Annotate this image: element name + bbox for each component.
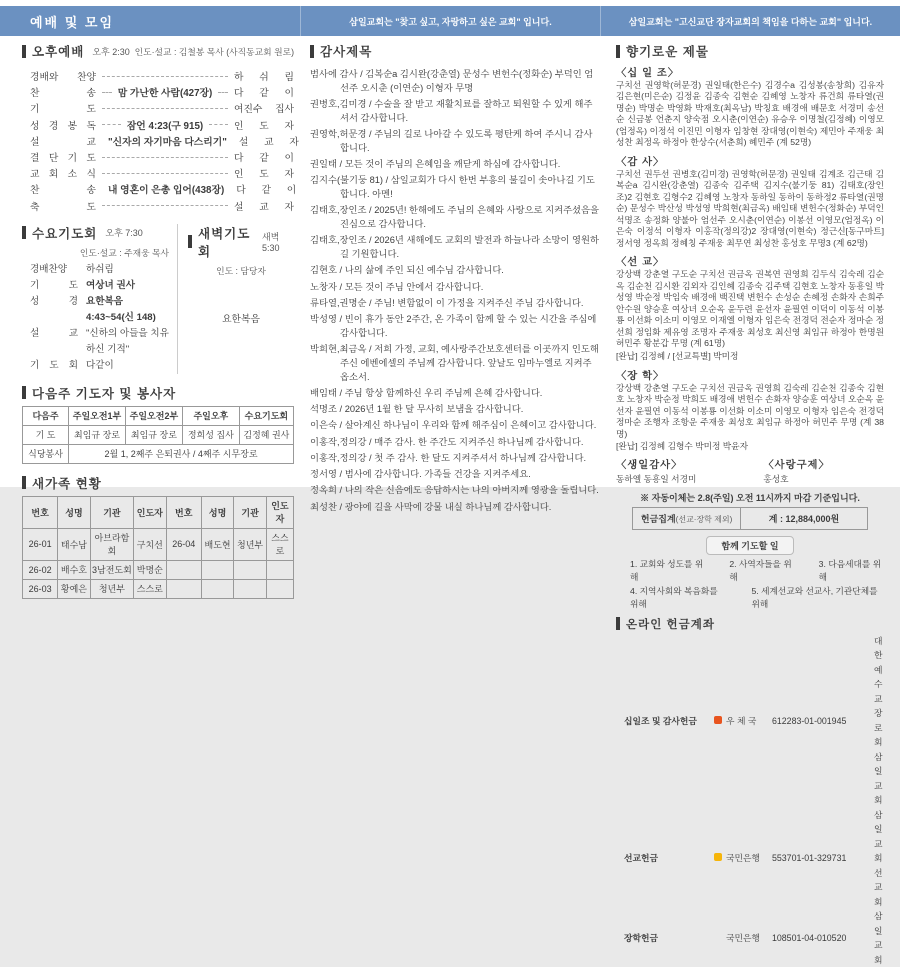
section-bar-icon <box>310 45 314 58</box>
next-week-title: 다음주 기도자 및 봉사자 <box>32 386 177 401</box>
content-columns <box>22 42 884 965</box>
prayer-badge-wrap <box>616 536 884 555</box>
order-item-label: 성 경 봉 독 <box>30 120 96 132</box>
dotted-leader <box>218 92 228 93</box>
worship-order-row <box>30 100 294 116</box>
table-cell: 최임규 장로 <box>125 425 182 444</box>
column-header: 기관 <box>234 496 267 528</box>
order-item-person: 인 도 자 <box>234 169 294 181</box>
table-cell <box>201 579 234 598</box>
order-item-label: 경배와 찬양 <box>30 72 96 84</box>
prayer-topic: 3. 다음세대를 위해 <box>818 558 882 583</box>
account-number: 108501-04-010520 <box>772 933 847 944</box>
new-family-rows <box>23 528 294 598</box>
love-names: 홍성호 <box>763 474 789 485</box>
dawn-meeting <box>177 224 294 374</box>
wednesday-header <box>22 224 169 242</box>
table-cell <box>266 560 293 579</box>
new-family-header <box>22 474 294 492</box>
section-bar-icon <box>22 386 26 399</box>
bank-logo-icon <box>714 714 726 729</box>
online-accounts-title: 온라인 헌금계좌 <box>626 618 715 631</box>
bank-logo-icon <box>714 851 726 866</box>
section-bar-icon <box>188 235 192 248</box>
offering-section <box>616 153 884 249</box>
order-item-label: 기 도 회 <box>30 359 78 371</box>
thanksgiving-item: 박희현,최금옥 / 저희 가정, 교회, 예사랑주간보호센터를 이곳까지 인도해 주신 에벤에셀의 주님께 감사합니다. 앞날도 임마누엘로 지켜주옵소서. <box>310 344 599 382</box>
table-row <box>23 425 294 444</box>
slogan-right: 삼일교회는 "고신교단 장자교회의 책임을 다하는 교회" 입니다. <box>628 16 873 27</box>
table-cell: 아브라함회 <box>90 528 133 560</box>
page-title: 예배 및 모임 <box>30 14 115 30</box>
thanksgiving-item: 범사에 감사 / 김복순a 김시완(강춘열) 문성수 변헌수(정화순) 부덕인 엄선주 오시춘 (이연순) 이형자 무명 <box>310 69 594 93</box>
order-item-label: 설 교 <box>30 327 78 339</box>
order-item-label: 교 회 소 식 <box>30 169 96 181</box>
row-label: 식당봉사 <box>23 444 69 463</box>
table-header-row <box>23 406 294 425</box>
order-item-value: 요한복음 4:43~54(신 148) <box>86 295 156 323</box>
dawn-title: 새벽기도회 <box>198 226 251 259</box>
order-item-person: 설 교 자 <box>238 136 299 148</box>
thanksgiving-item: 권일태 / 모든 것이 주님의 은혜임을 깨닫게 하심에 감사합니다. <box>310 159 561 169</box>
account-holder: 삼일교회 선교회 <box>874 809 883 907</box>
thanksgiving-item: 이홍작,정의강 / 매주 감사. 한 주간도 지켜주신 하나님께 감사합니다. <box>310 436 584 447</box>
order-item-label: 찬 송 <box>30 88 96 100</box>
column-header: 인도자 <box>134 496 167 528</box>
section-bar-icon <box>22 45 26 58</box>
offering-category-heading: 〈선 교〉 <box>616 257 665 269</box>
worship-order-row <box>30 84 294 100</box>
wednesday-order-list <box>22 262 169 374</box>
summary-total-cell <box>741 507 868 529</box>
table-cell: 26-01 <box>23 528 58 560</box>
table-cell: 청년부 <box>90 579 133 598</box>
table-cell: 황예은 <box>58 579 91 598</box>
online-accounts-section <box>616 616 884 967</box>
next-week-servers <box>22 384 294 464</box>
table-row <box>633 507 868 529</box>
birthday-love-row <box>616 455 884 486</box>
table-row <box>23 444 294 463</box>
midweek-meetings <box>22 224 294 374</box>
column-header: 다음주 <box>23 406 69 425</box>
table-cell: 청년부 <box>234 528 267 560</box>
offering-category-heading: 〈십 일 조〉 <box>616 68 680 79</box>
thanksgiving-item: 김태호,장인조 / 2026년 새해에도 교회의 발전과 하늘나라 소망이 영원하길 기원합니다. <box>310 235 599 259</box>
section-bar-icon <box>22 226 26 239</box>
account-type-label: 십일조 및 감사헌금 <box>624 715 697 726</box>
birthday-section <box>616 455 763 486</box>
afternoon-service-leader: 인도·설교 : 김철봉 목사 (사직동교회 원로) <box>134 46 294 57</box>
thanksgiving-item: 권영학,허문경 / 주님의 길로 나아갈 수 있도록 평탄케 하여 주시니 감사합니다. <box>310 129 593 153</box>
header-title-segment <box>0 6 300 36</box>
table-cell: 26-03 <box>23 579 58 598</box>
birthday-heading: 〈생일감사〉 <box>616 460 683 472</box>
thanksgiving-item: 권병호,김미경 / 수술을 잘 받고 재활치료를 잘하고 퇴원할 수 있게 해주셔서 감사합니다. <box>310 99 593 123</box>
summary-total: 계 : 12,884,000원 <box>768 513 840 524</box>
summary-label: 헌금집계 <box>640 513 676 524</box>
offering-names: 구치선 권영학(허문경) 권일태(한은수) 김경수a 김성봉(송창희) 김유자 김은현(미은순) 김정윤 김종숙 김현순 김혜영 노창자 류건희 류타열(권명순) 박명순 박영화 박재호(최옥남) 박칭효 배경애 배문호 서경미 송선순 신금봉 언춘지 양숙점 오시춘(이연순) 유승우 이명철(김정혜) 이영모(엄정옥) 이정석 이진민 이형자 임창현 장대영(이현숙) 제민아 주재웅 최성찬 최정옥 하정아 한상수(서춘희) 혜민주 (계 52명) <box>616 80 884 148</box>
order-item-label: 기 도 <box>30 104 96 116</box>
dotted-leader <box>102 124 121 125</box>
dotted-leader <box>102 205 228 206</box>
account-number: 553701-01-329731 <box>772 853 847 864</box>
offering-names: 강상백 강춘열 구도순 구치선 권금옥 권영희 김숙레 김순천 김종숙 김현호 노창자 박순정 박희도 배경애 변헌수 손화자 양승훈 여상녀 오순옥 윤선자 윤필연 이동석 이봉룡 이선화 이소미 이영모 이형자 임은숙 전경덕 정마순 조행자 조항운 주재웅 최성호 최임규 하정아 허민주 무명 (계 38명) <box>616 382 884 439</box>
offering-sections <box>616 64 884 453</box>
offering-category-heading: 〈감 사〉 <box>616 156 665 168</box>
table-cell: 배도현 <box>201 528 234 560</box>
section-bar-icon <box>22 476 26 489</box>
table-cell: 박명순 <box>134 560 167 579</box>
bank-name: 국민은행 <box>726 853 760 864</box>
table-row <box>23 579 294 598</box>
wednesday-order-row <box>30 278 169 294</box>
auto-transfer-notice: ※ 자동이체는 2.8(주일) 오전 11시까지 마감 기준입니다. <box>640 492 860 503</box>
thanksgiving-item: 노창자 / 모든 것이 주님 안에서 감사합니다. <box>310 281 484 292</box>
thanksgiving-item: 이은숙 / 살아계신 하나님이 우리와 함께 해주심이 은혜이고 감사합니다. <box>310 420 597 431</box>
wednesday-leader: 인도·설교 : 주재웅 목사 <box>79 247 170 258</box>
account-holder: 삼일교회 <box>874 911 883 965</box>
dotted-leader <box>102 173 228 174</box>
column-header: 성명 <box>201 496 234 528</box>
prayer-topics-line1 <box>616 558 884 585</box>
table-row <box>23 560 294 579</box>
table-cell: 정희성 집사 <box>182 425 239 444</box>
dotted-leader <box>102 157 228 158</box>
dawn-leader: 인도 : 담당자 <box>216 265 266 276</box>
table-cell <box>201 560 234 579</box>
thanksgiving-item: 석명조 / 2026년 1월 한 달 무사히 보냄을 감사합니다. <box>310 404 524 414</box>
worship-order-row <box>30 165 294 181</box>
order-item-label: 축 도 <box>30 201 96 213</box>
dawn-header <box>188 224 294 260</box>
order-item-person: 설 교 자 <box>234 201 294 213</box>
worship-order-row <box>30 68 294 84</box>
table-cell: 최임규 장로 <box>69 425 126 444</box>
thanksgiving-item: 이홍작,정의강 / 첫 주 감사. 한 달도 지켜주셔서 하나님께 감사합니다. <box>310 452 587 463</box>
account-holder: 대한예수교장로회 삼일교회 <box>874 635 883 806</box>
order-item-value: 다같이 <box>86 359 114 371</box>
offering-section <box>616 367 884 453</box>
offering-summary-table <box>632 507 868 530</box>
thanksgiving-item: 배임태 / 주님 항상 함께하신 우리 주님께 은혜 감사합니다. <box>310 387 543 398</box>
table-cell: 태수남 <box>58 528 91 560</box>
account-row <box>616 808 884 910</box>
section-bar-icon <box>616 45 620 58</box>
dotted-leader <box>102 76 228 77</box>
row-label: 기 도 <box>23 425 69 444</box>
table-cell: 스스로 <box>134 579 167 598</box>
summary-label-cell <box>633 507 741 529</box>
worship-order-row <box>30 149 294 165</box>
header-bar <box>0 6 900 36</box>
column-header: 기관 <box>90 496 133 528</box>
prayer-topics-line2 <box>616 585 884 612</box>
thanksgiving-column <box>310 42 600 512</box>
order-item-detail: "신자의 자기마음 다스리기" <box>108 136 227 148</box>
next-week-table <box>22 406 294 464</box>
dotted-leader <box>209 124 228 125</box>
header-slogan-right-segment <box>600 6 900 36</box>
worship-order-row <box>30 198 294 214</box>
wednesday-time: 오후 7:30 <box>105 228 143 239</box>
prayer-topic: 5. 세계선교와 선교사, 기관단체를 위해 <box>751 585 878 610</box>
account-type-label: 선교헌금 <box>624 853 658 864</box>
column-header: 인도자 <box>266 496 293 528</box>
column-header: 번호 <box>166 496 201 528</box>
column-header: 번호 <box>23 496 58 528</box>
prayer-topic: 4. 지역사회와 복음화를 위해 <box>630 585 718 610</box>
account-type-label: 장학헌금 <box>624 933 658 944</box>
order-item-detail: 내 영혼이 은총 입어(438장) <box>108 185 225 197</box>
prayer-topic: 1. 교회와 성도를 위해 <box>630 558 704 583</box>
dawn-time: 새벽 5:30 <box>261 232 280 254</box>
new-family-title: 새가족 현황 <box>32 476 102 491</box>
account-rows <box>616 634 884 967</box>
prayer-topic: 2. 사역자들을 위해 <box>729 558 792 583</box>
offering-extra-note: [완납] 김정혜 김형수 박미정 박윤자 <box>616 441 748 452</box>
dotted-leader <box>102 92 112 93</box>
table-cell: 26-02 <box>23 560 58 579</box>
online-accounts-header <box>616 616 884 632</box>
wednesday-title: 수요기도회 <box>32 226 98 241</box>
offering-names: 구치선 권두선 권병호(김미경) 권영학(허문경) 권일태 김계조 김근태 김복순a 김시완(강춘열) 김종숙 김주택 김지수(불기둥 81) 김태호(장인조)2 김현호 김형수2 김혜영 노창자 동하일 동하이 동하정2 류타열(권명순) 문성수 박산성 박성영 박희현(최금옥) 배임태 변헌수(정화순) 부덕인 석명조 송정화 양불아 엄선주 오시춘(이연순) 이봉선 이영모(엄정옥) 이은숙 이정석 이형자 이홍작(정의강)2 장대영(이현숙) 정근신[동구마트] 정서영 정옥희 정혜칭 주재웅 최무연 최성찬 홍성호 무명3 (계 62명) <box>616 168 884 248</box>
table-cell <box>234 579 267 598</box>
table-cell: 김정혜 권사 <box>239 425 293 444</box>
thanksgiving-list <box>310 68 600 514</box>
table-cell <box>234 560 267 579</box>
column-header: 주일오전2부 <box>125 406 182 425</box>
order-item-person: 여진수 집사 <box>234 104 294 116</box>
offering-names: 강상백 강춘열 구도순 구치선 권금옥 권복연 권영희 김두식 김숙레 김순옥 김순천 김시환 김외자 김인혜 김종숙 김주택 김현호 노창자 동흥일 박성영 박순정 박임숙 배경애 백진택 변헌수 손성순 손혜정 손화자 손희주 안수원 양승훈 여상녀 오순옥 윤두련 윤선자 윤필연 이덕이 이동석 이봉룡 이선화 이소미 이영모 이재엘 이형자 임은숙 전경덕 전순자 정마순 정선희 정임화 제유영 조명자 주재웅 최성호 최신영 최임규 하정아 한명원 허민주 황분갑 무명 (계 61명) <box>616 269 884 349</box>
birthday-names: 동하엘 동흥일 서경미 <box>616 474 697 485</box>
order-item-value: 여상녀 권사 <box>86 279 136 291</box>
offering-category-heading: 〈장 학〉 <box>616 370 665 382</box>
order-item-value: 하쉬림 <box>86 263 114 275</box>
column-header: 주일오전1부 <box>69 406 126 425</box>
order-item-label: 성 경 <box>30 295 78 307</box>
order-item-label: 결 단 기 도 <box>30 153 96 165</box>
afternoon-service-header <box>22 42 294 60</box>
thanksgiving-title: 감사제목 <box>320 45 373 59</box>
thanksgiving-item: 김현호 / 나의 삶에 주인 되신 예수님 감사합니다. <box>310 265 504 276</box>
offerings-header <box>616 42 884 60</box>
offering-section <box>616 64 884 149</box>
prayer-topics-badge: 함께 기도할 일 <box>706 536 793 555</box>
wednesday-order-row <box>30 294 169 326</box>
table-cell: 구치선 <box>134 528 167 560</box>
worship-order-row <box>30 181 297 197</box>
account-number: 612283-01-001945 <box>772 715 847 726</box>
table-cell <box>166 579 201 598</box>
table-cell: 2월 1, 2째주 은퇴권사 / 4째주 시무장로 <box>69 444 294 463</box>
table-cell: 26-04 <box>166 528 201 560</box>
order-item-detail: 잠언 4:23(구 915) <box>126 120 204 132</box>
thanksgiving-item: 류타열,권명순 / 주님! 변함없이 이 가정을 지켜주신 주님 감사합니다. <box>310 297 584 308</box>
worship-column <box>22 42 299 595</box>
bank-name: 우 체 국 <box>726 715 757 726</box>
afternoon-service-title: 오후예배 <box>32 45 85 59</box>
section-bar-icon <box>616 617 620 630</box>
wednesday-meeting <box>22 224 177 374</box>
order-item-person: 다 같 이 <box>234 88 294 100</box>
order-item-label: 설 교 <box>30 136 96 148</box>
wednesday-order-row <box>30 326 169 358</box>
thanksgiving-item: 김지수(불기둥 81) / 삼일교회가 다시 한번 부흥의 불길이 솟아나길 기도합니다. 아멘! <box>310 175 595 199</box>
column-header: 주일오후 <box>182 406 239 425</box>
column-header: 성명 <box>58 496 91 528</box>
thanksgiving-header <box>310 42 600 60</box>
order-item-person: 인 도 자 <box>234 120 295 132</box>
column-header: 수요기도회 <box>239 406 293 425</box>
bank-logo-icon <box>714 931 726 946</box>
account-row <box>616 909 884 967</box>
bank-name: 국민은행 <box>726 933 760 944</box>
order-item-detail: 맘 가난한 사람(427장) <box>117 88 213 100</box>
summary-label-sub: (선교·장학 제외) <box>675 514 733 524</box>
wednesday-order-row <box>30 358 169 374</box>
dawn-scripture: 요한복음 <box>222 313 260 325</box>
thanksgiving-item: 최성찬 / 광야에 길을 사막에 강물 내실 하나님께 감사합니다. <box>310 501 552 512</box>
love-section <box>763 455 829 486</box>
order-item-person: 다 같 이 <box>236 185 297 197</box>
order-item-label: 기 도 <box>30 279 78 291</box>
offering-section <box>616 253 884 362</box>
table-header-row <box>23 496 294 528</box>
love-heading: 〈사랑구제〉 <box>763 460 830 472</box>
order-item-label: 경배찬양 <box>30 263 68 275</box>
account-row <box>616 634 884 808</box>
thanksgiving-item: 정서영 / 범사에 감사합니다. 가족들 건강을 지켜주세요. <box>310 469 531 479</box>
table-cell: 스스로 <box>266 528 293 560</box>
offering-extra-note: [완납] 김정혜 / [선교특별] 박미정 <box>616 350 739 361</box>
dotted-leader <box>102 108 228 109</box>
table-cell <box>166 560 201 579</box>
slogan-center: 삼일교회는 "찾고 싶고, 자랑하고 싶은 교회" 입니다. <box>349 16 552 27</box>
thanksgiving-item: 박성영 / 빈이 휴가 동안 2주간, 온 가족이 함께 할 수 있는 시간을 주심에 감사합니다. <box>310 314 597 338</box>
worship-order-row <box>30 117 294 133</box>
offerings-column <box>616 42 884 965</box>
table-cell: 3남전도회 <box>90 560 133 579</box>
offerings-title: 향기로운 제물 <box>626 45 709 59</box>
thanksgiving-item: 정옥희 / 나의 작은 신음에도 응답하시는 나의 아버지께 영광을 돌립니다. <box>310 485 599 496</box>
table-cell <box>266 579 293 598</box>
new-family-status <box>22 474 294 599</box>
order-item-person: 하 쉬 림 <box>234 72 294 84</box>
thanksgiving-item: 김태호,장인조 / 2025년! 한해에도 주님의 은혜와 사랑으로 지켜주셨음을 진심으로 감사합니다. <box>310 205 599 229</box>
order-item-label: 찬 송 <box>30 185 96 197</box>
new-family-table <box>22 496 294 599</box>
table-row <box>23 528 294 560</box>
header-slogan-center-segment <box>300 6 600 36</box>
order-item-value: "신하의 아들을 치유하신 기적" <box>86 327 169 355</box>
worship-order-list <box>30 68 299 214</box>
afternoon-service-time: 오후 2:30 <box>92 46 130 57</box>
table-cell: 배수호 <box>58 560 91 579</box>
next-week-header <box>22 384 294 402</box>
worship-order-row <box>30 133 299 149</box>
order-item-person: 다 같 이 <box>234 153 294 165</box>
wednesday-order-row <box>30 262 169 278</box>
